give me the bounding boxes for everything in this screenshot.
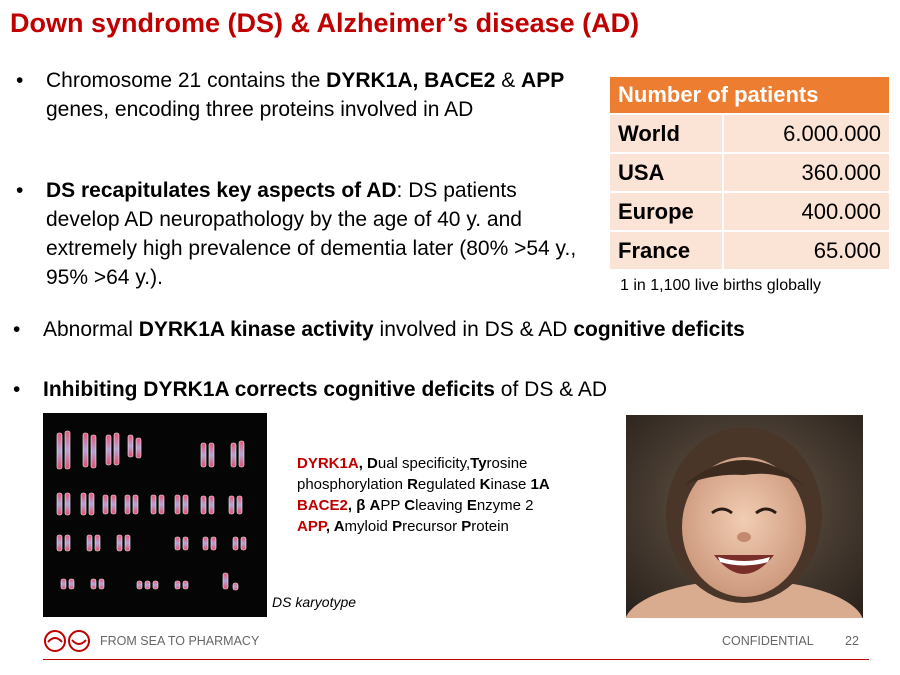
footer-brand: FROM SEA TO PHARMACY bbox=[100, 634, 260, 648]
chromosome-pairs-graphic bbox=[43, 413, 267, 617]
brand-logo bbox=[43, 629, 95, 658]
count-cell: 360.000 bbox=[723, 153, 889, 192]
footer-divider bbox=[43, 659, 869, 660]
bullet-inhibiting-dyrk1a: • Inhibiting DYRK1A corrects cognitive deficits of DS & AD bbox=[43, 375, 893, 404]
bullet-marker: • bbox=[13, 318, 21, 341]
table-row bbox=[610, 114, 889, 153]
region-cell: World bbox=[610, 114, 723, 153]
karyotype-caption: DS karyotype bbox=[272, 594, 357, 610]
glossary-line-app: APP, Amyloid Precursor Protein bbox=[297, 518, 509, 535]
gene-glossary bbox=[297, 453, 550, 537]
child-portrait-graphic bbox=[626, 415, 863, 618]
births-note: 1 in 1,100 live births globally bbox=[620, 277, 822, 294]
bullet-marker: • bbox=[16, 179, 24, 202]
child-photo bbox=[626, 415, 863, 618]
glossary-line-bace2: BACE2, β APP Cleaving Enzyme 2 bbox=[297, 497, 534, 514]
region-cell: France bbox=[610, 231, 723, 269]
glossary-line-dyrk1a-cont: phosphorylation Regulated Kinase 1A bbox=[297, 476, 550, 493]
bullet-ds-recapitulates: • DS recapitulates key aspects of AD: DS patients develop AD neuropathology by the age of 40 y. and extremely high prevalence of dementia later (80% >54 y., 95% >64 y.). bbox=[46, 176, 591, 292]
table-header: Number of patients bbox=[610, 77, 889, 114]
bullet-dyrk1a-activity: • Abnormal DYRK1A kinase activity involved in DS & AD cognitive deficits bbox=[43, 315, 893, 344]
bullet-marker: • bbox=[16, 69, 24, 92]
table-row bbox=[610, 153, 889, 192]
count-cell: 6.000.000 bbox=[723, 114, 889, 153]
glossary-line-dyrk1a: DYRK1A, Dual specificity,Tyrosine bbox=[297, 455, 528, 472]
slide-title: Down syndrome (DS) & Alzheimer’s disease (AD) bbox=[10, 8, 640, 38]
karyotype-image bbox=[43, 413, 267, 617]
footer-confidential: CONFIDENTIAL bbox=[722, 634, 814, 648]
wave-logo-icon bbox=[43, 629, 95, 653]
table-row bbox=[610, 231, 889, 269]
patients-table bbox=[610, 77, 889, 269]
bullet-marker: • bbox=[13, 378, 21, 401]
region-cell: USA bbox=[610, 153, 723, 192]
table-row bbox=[610, 192, 889, 231]
count-cell: 400.000 bbox=[723, 192, 889, 231]
bullet-chromosome-21: • Chromosome 21 contains the DYRK1A, BACE2 & APP genes, encoding three proteins involved in AD bbox=[46, 66, 586, 124]
region-cell: Europe bbox=[610, 192, 723, 231]
count-cell: 65.000 bbox=[723, 231, 889, 269]
page-number: 22 bbox=[845, 634, 859, 648]
